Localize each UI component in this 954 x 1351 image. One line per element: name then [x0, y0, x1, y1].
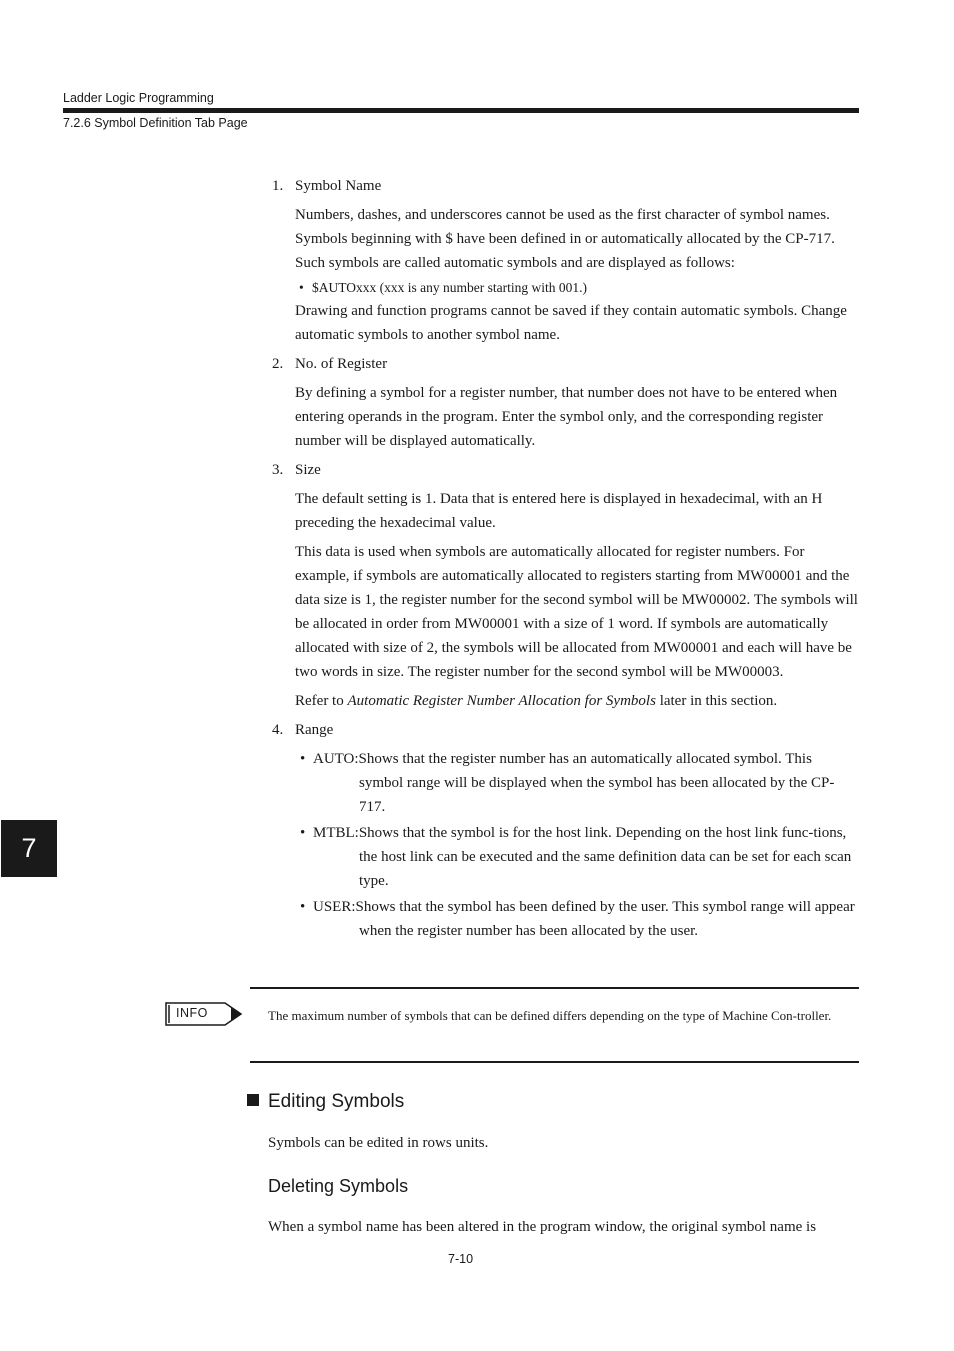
subsection-text: When a symbol name has been altered in the program window, the original symbol name is	[268, 1219, 817, 1235]
list-item-range: 4. Range	[272, 722, 334, 738]
list-item-no-of-register: 2. No. of Register	[272, 356, 388, 372]
item-title: No. of Register	[295, 356, 388, 372]
reference-paragraph: Refer to Automatic Register Number Allocation for Symbols later in this section.	[295, 693, 778, 709]
list-item-size: 3. Size	[272, 462, 321, 478]
chapter-tab: 7	[1, 820, 57, 877]
header-rule	[63, 108, 859, 113]
list-item-symbol-name: 1. Symbol Name	[272, 178, 382, 194]
paragraph: This data is used when symbols are automatically allocated for register numbers. For example, if symbols are automatically allocated to registers starting from MW00001 and the data size is 1, the register number for the second symbol will be MW00002. The symbols will be allocated in order from MW00001 with a size of 1 word. If symbols are automatically allocated with size of 2, the symbols will be allocated from MW00001 and each will have be two words in size. The register number for the second symbol will be MW00003.	[295, 544, 858, 680]
paragraph: The default setting is 1. Data that is entered here is displayed in hexadecimal, with an H preceding the hexadecimal value.	[295, 491, 823, 531]
range-bullet-user: • USER:Shows that the symbol has been defined by the user. This symbol range will appear when the register number has been allocated by the user.	[300, 899, 855, 939]
running-header-subtitle: 7.2.6 Symbol Definition Tab Page	[63, 116, 248, 130]
item-title: Size	[295, 462, 321, 478]
info-box	[250, 987, 859, 1063]
range-bullet-auto: • AUTO:Shows that the register number has an automatically allocated symbol. This symbol range will be displayed when the symbol has been allocated by the CP-717.	[300, 751, 835, 815]
info-label: INFO	[176, 1006, 208, 1020]
range-bullet-mtbl: • MTBL:Shows that the symbol is for the host link. Depending on the host link func-tions, the host link can be executed and the same definition data can be set for each scan type.	[300, 825, 852, 889]
reference-title: Automatic Register Number Allocation for Symbols	[347, 693, 656, 709]
section-text: Symbols can be edited in rows units.	[268, 1135, 489, 1151]
item-title: Range	[295, 722, 334, 738]
paragraph: Drawing and function programs cannot be saved if they contain automatic symbols. Change automatic symbols to another symbol name.	[295, 303, 847, 343]
subsection-heading: Deleting Symbols	[268, 1176, 409, 1196]
info-text: The maximum number of symbols that can be defined differs depending on the type of Machine Con-troller.	[268, 1008, 832, 1023]
square-bullet-icon	[247, 1094, 259, 1106]
section-heading: Editing Symbols	[247, 1091, 404, 1113]
main-content	[272, 174, 858, 943]
paragraph: By defining a symbol for a register number, that number does not have to be entered when entering operands in the program. Enter the symbol only, and the corresponding register number will be displayed automatically.	[295, 385, 838, 449]
paragraph: Numbers, dashes, and underscores cannot be used as the first character of symbol names. Symbols beginning with $ have been defined in or automatically allocated by the CP-717. Such symbols are called automatic symbols and are displayed as follows:	[295, 207, 835, 271]
item-title: Symbol Name	[295, 178, 382, 194]
running-header-title: Ladder Logic Programming	[63, 91, 214, 105]
bullet-item: • $AUTOxxx (xxx is any number starting with 001.)	[299, 280, 587, 295]
page-number: 7-10	[448, 1252, 474, 1266]
